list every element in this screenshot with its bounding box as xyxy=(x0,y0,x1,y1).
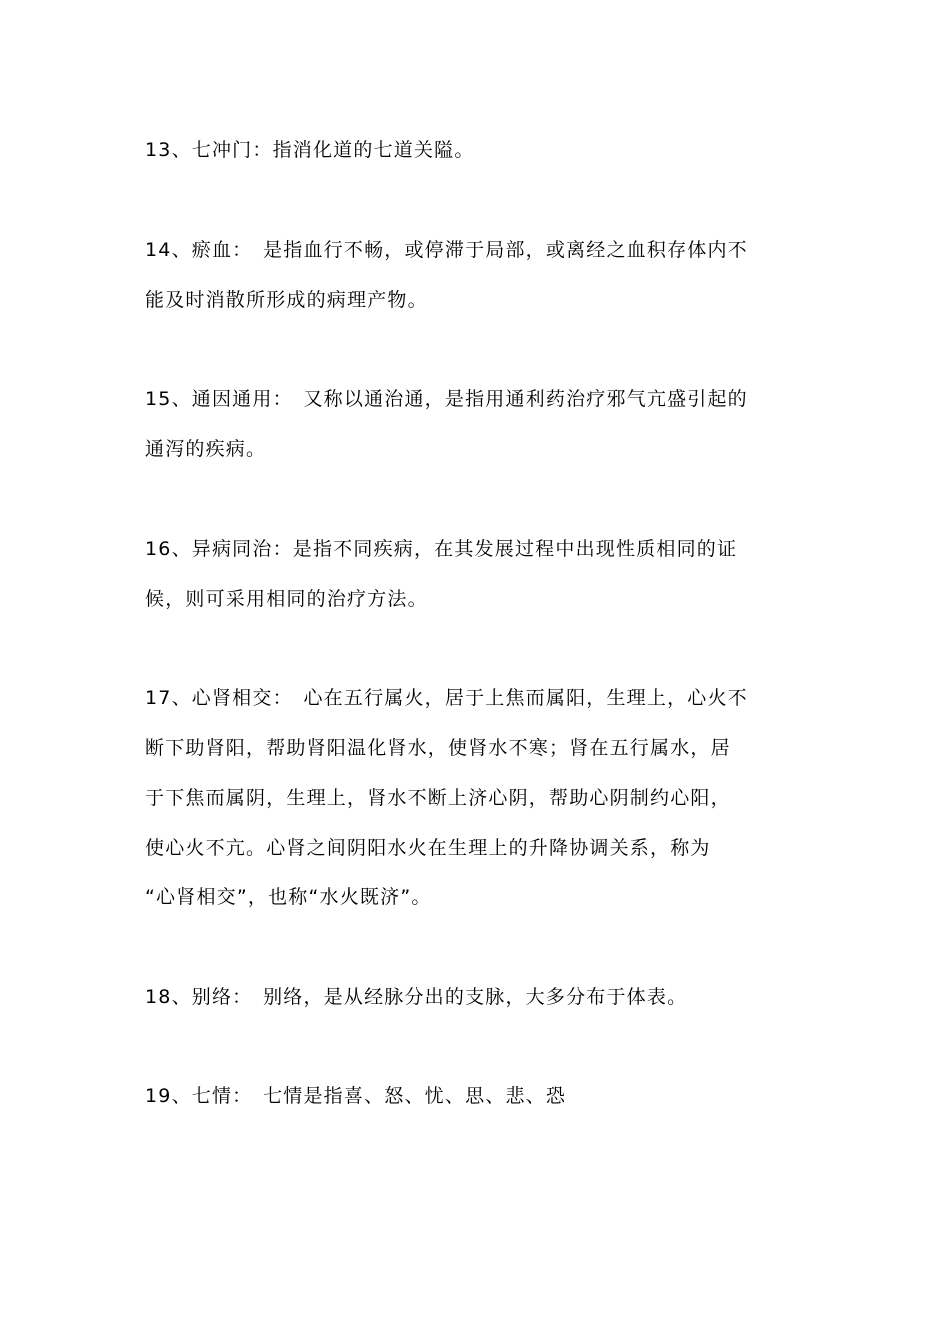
entry-19-line-1: 19、七情： 七情是指喜、怒、忧、思、悲、恐 xyxy=(145,1085,567,1107)
entry-17-line-5: “心肾相交”，也称“水火既济”。 xyxy=(145,886,432,908)
entry-17-line-2: 断下助肾阳，帮助肾阳温化肾水，使肾水不寒；肾在五行属水，居 xyxy=(145,737,731,759)
entry-15-line-1: 15、通因通用： 又称以通治通，是指用通利药治疗邪气亢盛引起的 xyxy=(145,388,748,410)
entry-17-line-1: 17、心肾相交： 心在五行属火，居于上焦而属阳，生理上，心火不 xyxy=(145,687,748,709)
entry-14-line-2: 能及时消散所形成的病理产物。 xyxy=(145,289,428,311)
entry-13-line-1: 13、七冲门：指消化道的七道关隘。 xyxy=(145,139,475,161)
entry-18-line-1: 18、别络： 别络，是从经脉分出的支脉，大多分布于体表。 xyxy=(145,986,688,1008)
entry-16-line-1: 16、异病同治：是指不同疾病，在其发展过程中出现性质相同的证 xyxy=(145,538,738,560)
entry-17-line-3: 于下焦而属阴，生理上，肾水不断上济心阴，帮助心阴制约心阳， xyxy=(145,787,731,809)
entry-16-line-2: 候，则可采用相同的治疗方法。 xyxy=(145,588,428,610)
entry-14-line-1: 14、瘀血： 是指血行不畅，或停滞于局部，或离经之血积存体内不 xyxy=(145,239,748,261)
entry-15-line-2: 通泻的疾病。 xyxy=(145,438,267,460)
entry-17-line-4: 使心火不亢。心肾之间阴阳水火在生理上的升降协调关系，称为 xyxy=(145,837,711,859)
